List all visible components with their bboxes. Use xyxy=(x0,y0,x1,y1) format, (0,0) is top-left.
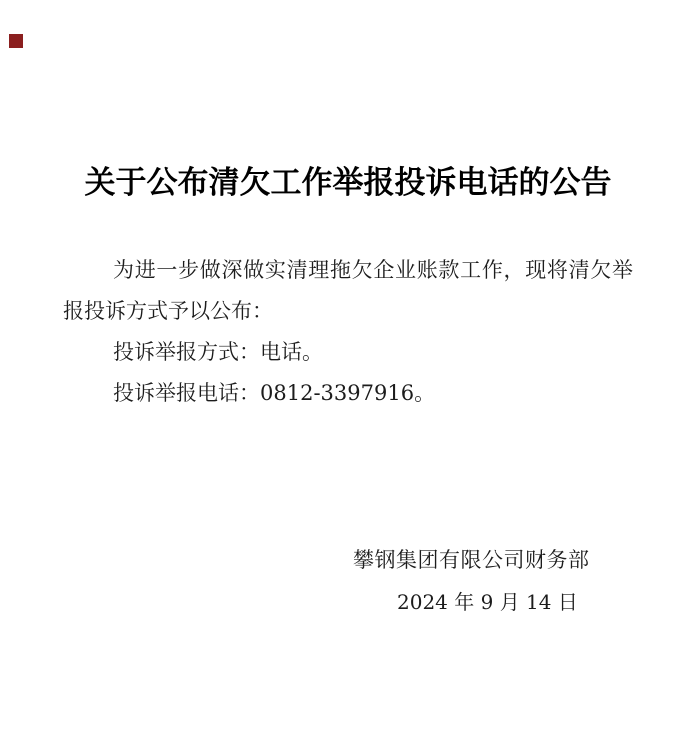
body-line-2: 报投诉方式予以公布： xyxy=(63,299,273,323)
signature-organization: 攀钢集团有限公司财务部 xyxy=(353,548,590,572)
body-line-1: 为进一步做深做实清理拖欠企业账款工作，现将清欠举 xyxy=(113,258,633,282)
body-line-4-report-phone: 投诉举报电话：0812-3397916。 xyxy=(113,381,436,405)
notice-title: 关于公布清欠工作举报投诉电话的公告 xyxy=(84,165,612,201)
signature-date: 2024 年 9 月 14 日 xyxy=(397,590,578,614)
body-line-3-report-method: 投诉举报方式：电话。 xyxy=(113,340,323,364)
notice-body xyxy=(63,250,633,414)
red-corner-square xyxy=(9,34,23,48)
